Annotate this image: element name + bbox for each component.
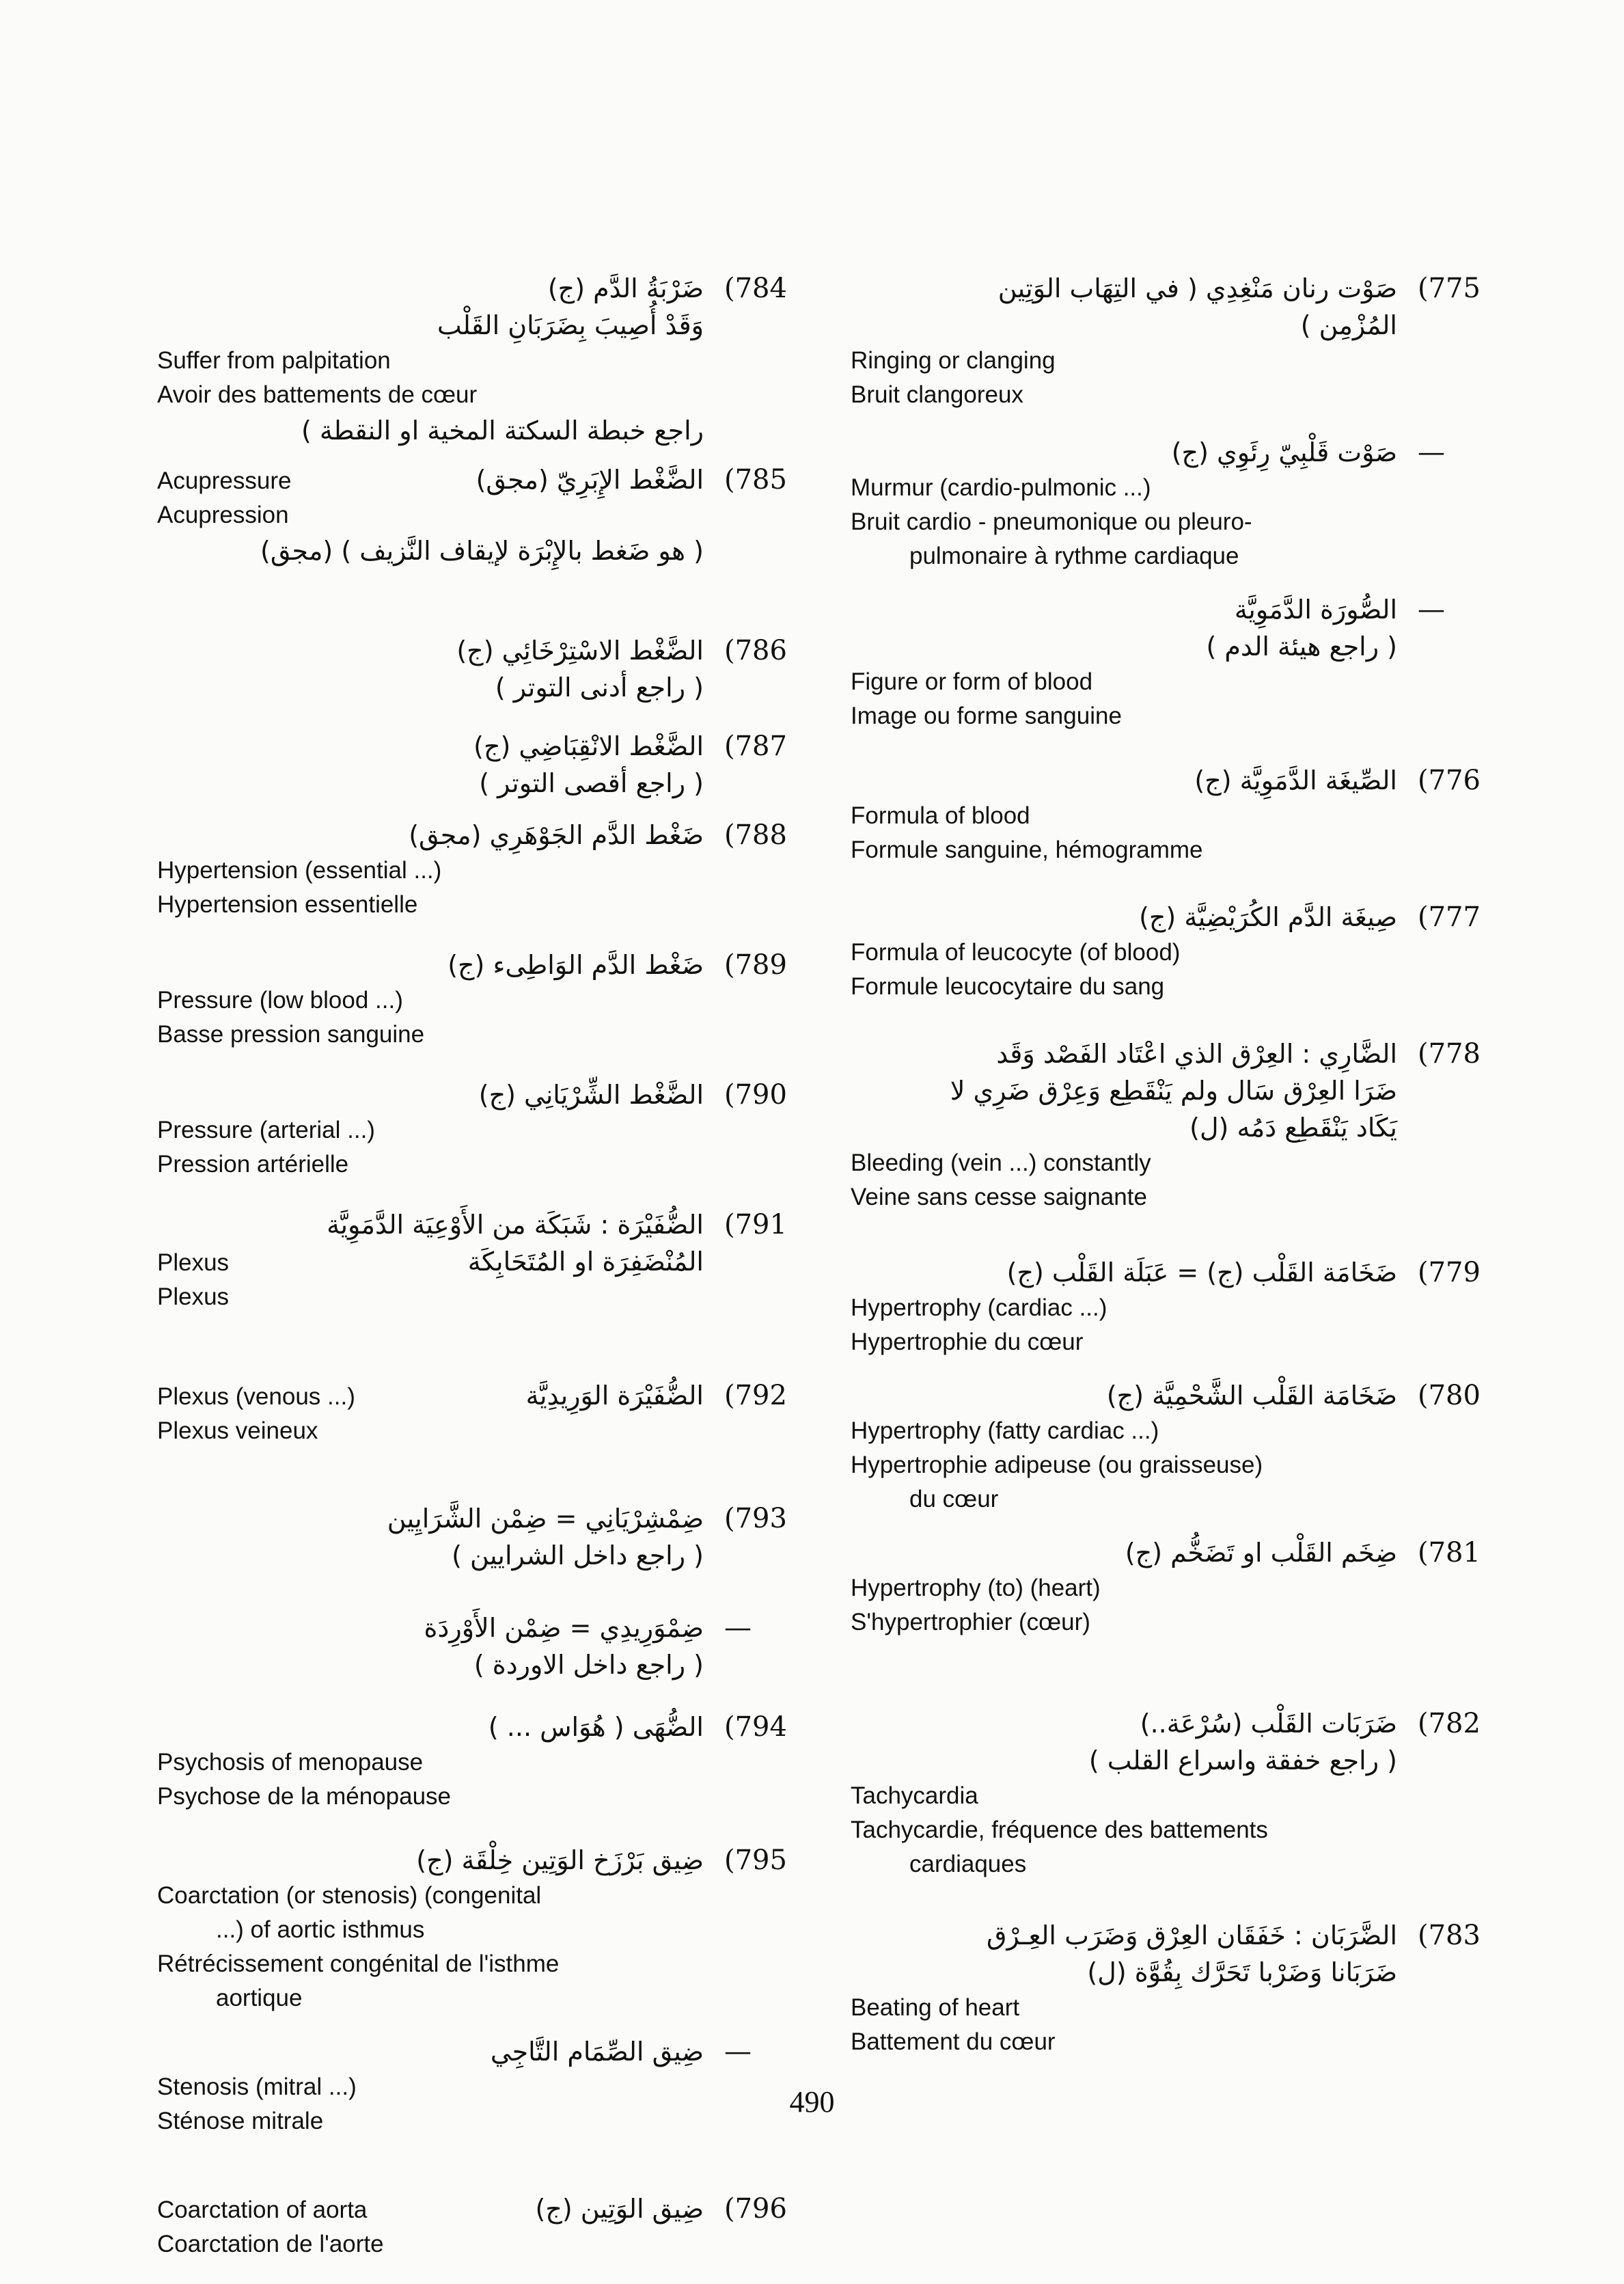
translation: Beating of heart [851,1994,1020,2021]
dictionary-entry [851,1917,1481,2059]
arabic-term: صَوْت رنان مَنْغِدِي ( في التِهَاب الوَتِين [997,273,1397,303]
entry-body [157,1842,704,2015]
arabic-term: المُزْمِن ) [1300,310,1397,340]
entry-body [157,817,704,922]
dictionary-entry [157,728,787,802]
page-number: 490 [789,2085,835,2119]
entry-number: (796 [724,2193,787,2225]
arabic-term: الضَّغْط الإِبَرِيّ (مجق) [476,465,704,495]
term-row [157,461,704,498]
entry-body [851,1917,1397,2059]
dictionary-entry [157,1076,787,1182]
entry-body [851,899,1397,1004]
translation: Formula of leucocyte (of blood) [851,939,1181,966]
dictionary-entry [157,817,787,922]
entry-number: — [1418,437,1445,468]
translation: Plexus veineux [157,1417,318,1444]
arabic-term: ( راجع خفقة واسراع القلب ) [1088,1745,1397,1776]
arabic-term: الضَّغْط الانْقِبَاضِي (ج) [473,731,704,761]
translation: Formule leucocytaire du sang [851,973,1165,1000]
entry-number: (794 [724,1711,787,1743]
arabic-term: ضِيق الصِّمَام التَّاجِي [490,2037,704,2067]
dictionary-entry [157,1206,787,1314]
entry-body [851,434,1397,573]
arabic-note: ( هو ضَغط بالإِبْرَة لإيقاف النَّزيف ) (مجق) [260,536,704,566]
arabic-term: الصِّيغَة الدَّمَوِيَّة (ج) [1194,765,1397,796]
entry-body [157,1709,704,1814]
arabic-term: ضَخَامَة القَلْب الشَّحْمِيَّة (ج) [1106,1381,1397,1411]
entry-body [157,1609,704,1683]
dictionary-entry [851,591,1445,733]
entry-number: (793 [724,1503,787,1534]
entry-number: (786 [724,635,787,666]
entry-body [851,1534,1397,1640]
translation: Hypertrophy (fatty cardiac ...) [851,1417,1159,1444]
entry-number: (795 [724,1845,787,1876]
arabic-term: المُنْضَفِرَة او المُتَحَابِكَة [467,1247,704,1277]
arabic-term: الضَّغْط الاسْتِرْخَائِي (ج) [456,636,704,666]
arabic-term: ( راجع هيئة الدم ) [1206,631,1397,662]
dictionary-entry [851,1705,1481,1881]
english-term: Plexus [157,1249,230,1276]
translation: Tachycardia [851,1782,978,1809]
arabic-term: ضَرَا العِرْق سَال ولم يَنْقَطِع وَعِرْق ضَرِي لا [950,1076,1397,1106]
entry-number: — [1418,594,1445,625]
entry-body [157,632,704,706]
translation-continued: pulmonaire à rythme cardiaque [909,543,1239,569]
arabic-term: الضَّغْط الشِّرْيَانِي (ج) [478,1080,704,1110]
translation: Bruit clangoreux [851,381,1023,408]
english-term: Plexus (venous ...) [157,1383,355,1410]
translation: Coarctation (or stenosis) (congenital [157,1882,542,1909]
translation: Rétrécissement congénital de l'isthme [157,1950,560,1977]
translation: Plexus [157,1283,230,1310]
dictionary-entry [851,434,1445,573]
entry-body [851,591,1397,733]
translation: Battement du cœur [851,2028,1056,2055]
translation: Psychose de la ménopause [157,1783,451,1810]
english-term: Coarctation of aorta [157,2197,368,2223]
arabic-term: ضَخَامَة القَلْب (ج) = عَبَلَة القَلْب (ج) [1006,1257,1397,1288]
arabic-term: الضُّفَيْرَة الوَرِيدِيَّة [525,1381,704,1411]
dictionary-entry [157,1842,787,2015]
dictionary-entry [851,270,1481,412]
entry-number: (779 [1418,1257,1481,1288]
entry-body [851,1705,1397,1881]
dictionary-entry [157,1709,787,1814]
entry-number: — [724,1612,752,1644]
translation: Stenosis (mitral ...) [157,2074,357,2100]
entry-number: (790 [724,1079,787,1111]
translation: Pressure (arterial ...) [157,1117,375,1143]
entry-number: (787 [724,731,787,762]
entry-body [157,1206,704,1314]
translation: Hypertrophy (cardiac ...) [851,1294,1107,1321]
entry-body [157,1500,704,1574]
arabic-term: ضَرَبَات القَلْب (سُرْعَة..) [1140,1709,1397,1739]
entry-number: (778 [1418,1038,1481,1070]
entry-number: (789 [724,949,787,981]
dictionary-entry [157,632,787,706]
entry-number: (777 [1418,901,1481,933]
entry-body [157,947,704,1052]
entry-body [851,1254,1397,1359]
arabic-term: صِيغَة الدَّم الكُرَيْضِيَّة (ج) [1139,902,1397,932]
term-row [157,2190,704,2227]
dictionary-entry [851,1377,1481,1517]
entry-body [851,270,1397,412]
entry-body [157,2190,704,2261]
translation: Hypertrophy (to) (heart) [851,1575,1101,1601]
dictionary-entry [157,270,787,449]
entry-number: (781 [1418,1537,1481,1568]
translation: Sténose mitrale [157,2108,324,2134]
translation: Suffer from palpitation [157,347,391,374]
arabic-term: ضَرَبَانا وَضَرْبا تَحَرَّك بِقُوَّة (ل) [1087,1957,1397,1987]
entry-number: (784 [724,273,787,304]
entry-number: (775 [1418,273,1481,304]
translation: Hypertrophie adipeuse (ou graisseuse) [851,1452,1263,1478]
entry-body [157,1377,704,1448]
translation: Acupression [157,502,289,528]
arabic-term: ضِمْوَرِيدِي = ضِمْن الأَوْرِدَة [424,1613,704,1643]
entry-body [157,270,704,449]
arabic-term: الضُّفَيْرَة : شَبَكَة من الأَوْعِيَة الدَّمَوِيَّة [327,1210,704,1240]
translation: Avoir des battements de cœur [157,381,478,408]
arabic-term: ( راجع داخل الاوردة ) [473,1650,704,1680]
translation: Veine sans cesse saignante [851,1184,1147,1210]
translation: Psychosis of menopause [157,1749,424,1776]
arabic-term: ضَرْبَةُ الدَّم (ج) [547,273,704,303]
entry-number: (776 [1418,765,1481,796]
translation: Hypertension essentielle [157,891,418,918]
term-row [157,1243,704,1280]
arabic-term: الضَّارِي : العِرْق الذي اعْتَاد الفَصْد وَقَد [996,1039,1397,1069]
translation-continued: cardiaques [909,1851,1027,1877]
translation: Image ou forme sanguine [851,703,1122,729]
entry-number: — [724,2036,752,2067]
arabic-note: راجع خبطة السكتة المخية او النقطة ) [301,416,704,446]
arabic-term: ( راجع أدنى التوتر ) [495,672,704,703]
translation-continued: ...) of aortic isthmus [216,1916,425,1943]
arabic-term: يَكَاد يَنْقَطِع دَمُه (ل) [1189,1113,1397,1143]
term-row [157,1377,704,1414]
entry-number: (782 [1418,1708,1481,1739]
arabic-term: صَوْت قَلْبِيّ رِئَوِي (ج) [1171,437,1397,467]
entry-body [157,461,704,569]
translation: Hypertrophie du cœur [851,1329,1084,1355]
translation: Hypertension (essential ...) [157,857,442,884]
dictionary-entry [851,762,1481,867]
arabic-term: ضِمْشِرْيَانِي = ضِمْن الشَّرَايِين [387,1504,704,1534]
arabic-term: ضَغْط الدَّم الجَوْهَرِي (مجق) [409,820,704,850]
translation: Bruit cardio - pneumonique ou pleuro- [851,508,1252,535]
entry-body [157,728,704,802]
translation: Tachycardie, fréquence des battements [851,1817,1268,1843]
entry-number: (785 [724,464,787,495]
entry-number: (788 [724,819,787,851]
dictionary-entry [157,461,787,569]
translation: Formula of blood [851,802,1030,829]
arabic-term: الضُّهَى ( هُوَاس ... ) [488,1712,704,1742]
entry-number: (792 [724,1380,787,1411]
arabic-term: ضِيق الوَتِين (ج) [535,2194,704,2224]
arabic-term: الصُّورَة الدَّمَوِيَّة [1234,595,1397,625]
dictionary-entry [851,1534,1481,1640]
dictionary-entry [157,1609,752,1683]
arabic-term: ضِخَم القَلْب او تَضَخُّم (ج) [1125,1538,1397,1568]
entry-number: (783 [1418,1920,1481,1951]
arabic-term: ( راجع أقصى التوتر ) [479,768,704,798]
dictionary-entry [157,1500,787,1574]
translation-continued: du cœur [909,1486,999,1512]
translation: Pression artérielle [157,1151,349,1178]
translation: Pressure (low blood ...) [157,987,403,1014]
translation: Figure or form of blood [851,668,1093,695]
translation: Bleeding (vein ...) constantly [851,1150,1151,1176]
dictionary-entry [157,2190,787,2261]
translation: Coarctation de l'aorte [157,2231,384,2257]
translation: Formule sanguine, hémogramme [851,837,1203,863]
translation: Murmur (cardio-pulmonic ...) [851,474,1151,501]
dictionary-entry [157,1377,787,1448]
entry-number: (791 [724,1209,787,1240]
dictionary-entry [851,1254,1481,1359]
translation: Basse pression sanguine [157,1021,425,1048]
entry-number: (780 [1418,1380,1481,1411]
arabic-term: ضَغْط الدَّم الوَاطِىء (ج) [448,950,704,980]
entry-body [851,1377,1397,1517]
arabic-term: ( راجع داخل الشرايين ) [452,1540,704,1571]
translation-continued: aortique [216,1985,303,2011]
english-term: Acupressure [157,467,292,494]
translation: S'hypertrophier (cœur) [851,1609,1090,1635]
entry-body [851,762,1397,867]
dictionary-entry [157,947,787,1052]
dictionary-entry [851,899,1481,1004]
arabic-term: وَقَدْ أُصِيبَ بِضَرَبَانِ القَلْب [437,310,704,340]
entry-body [157,1076,704,1182]
arabic-term: الضَّرَبَان : خَفَقَان العِرْق وَضَرَب العِـرْق [986,1920,1397,1950]
dictionary-entry [851,1035,1481,1214]
arabic-term: ضِيق بَرْزَخ الوَتِين خِلْقَة (ج) [416,1845,704,1875]
translation: Ringing or clanging [851,347,1056,374]
entry-body [851,1035,1397,1214]
